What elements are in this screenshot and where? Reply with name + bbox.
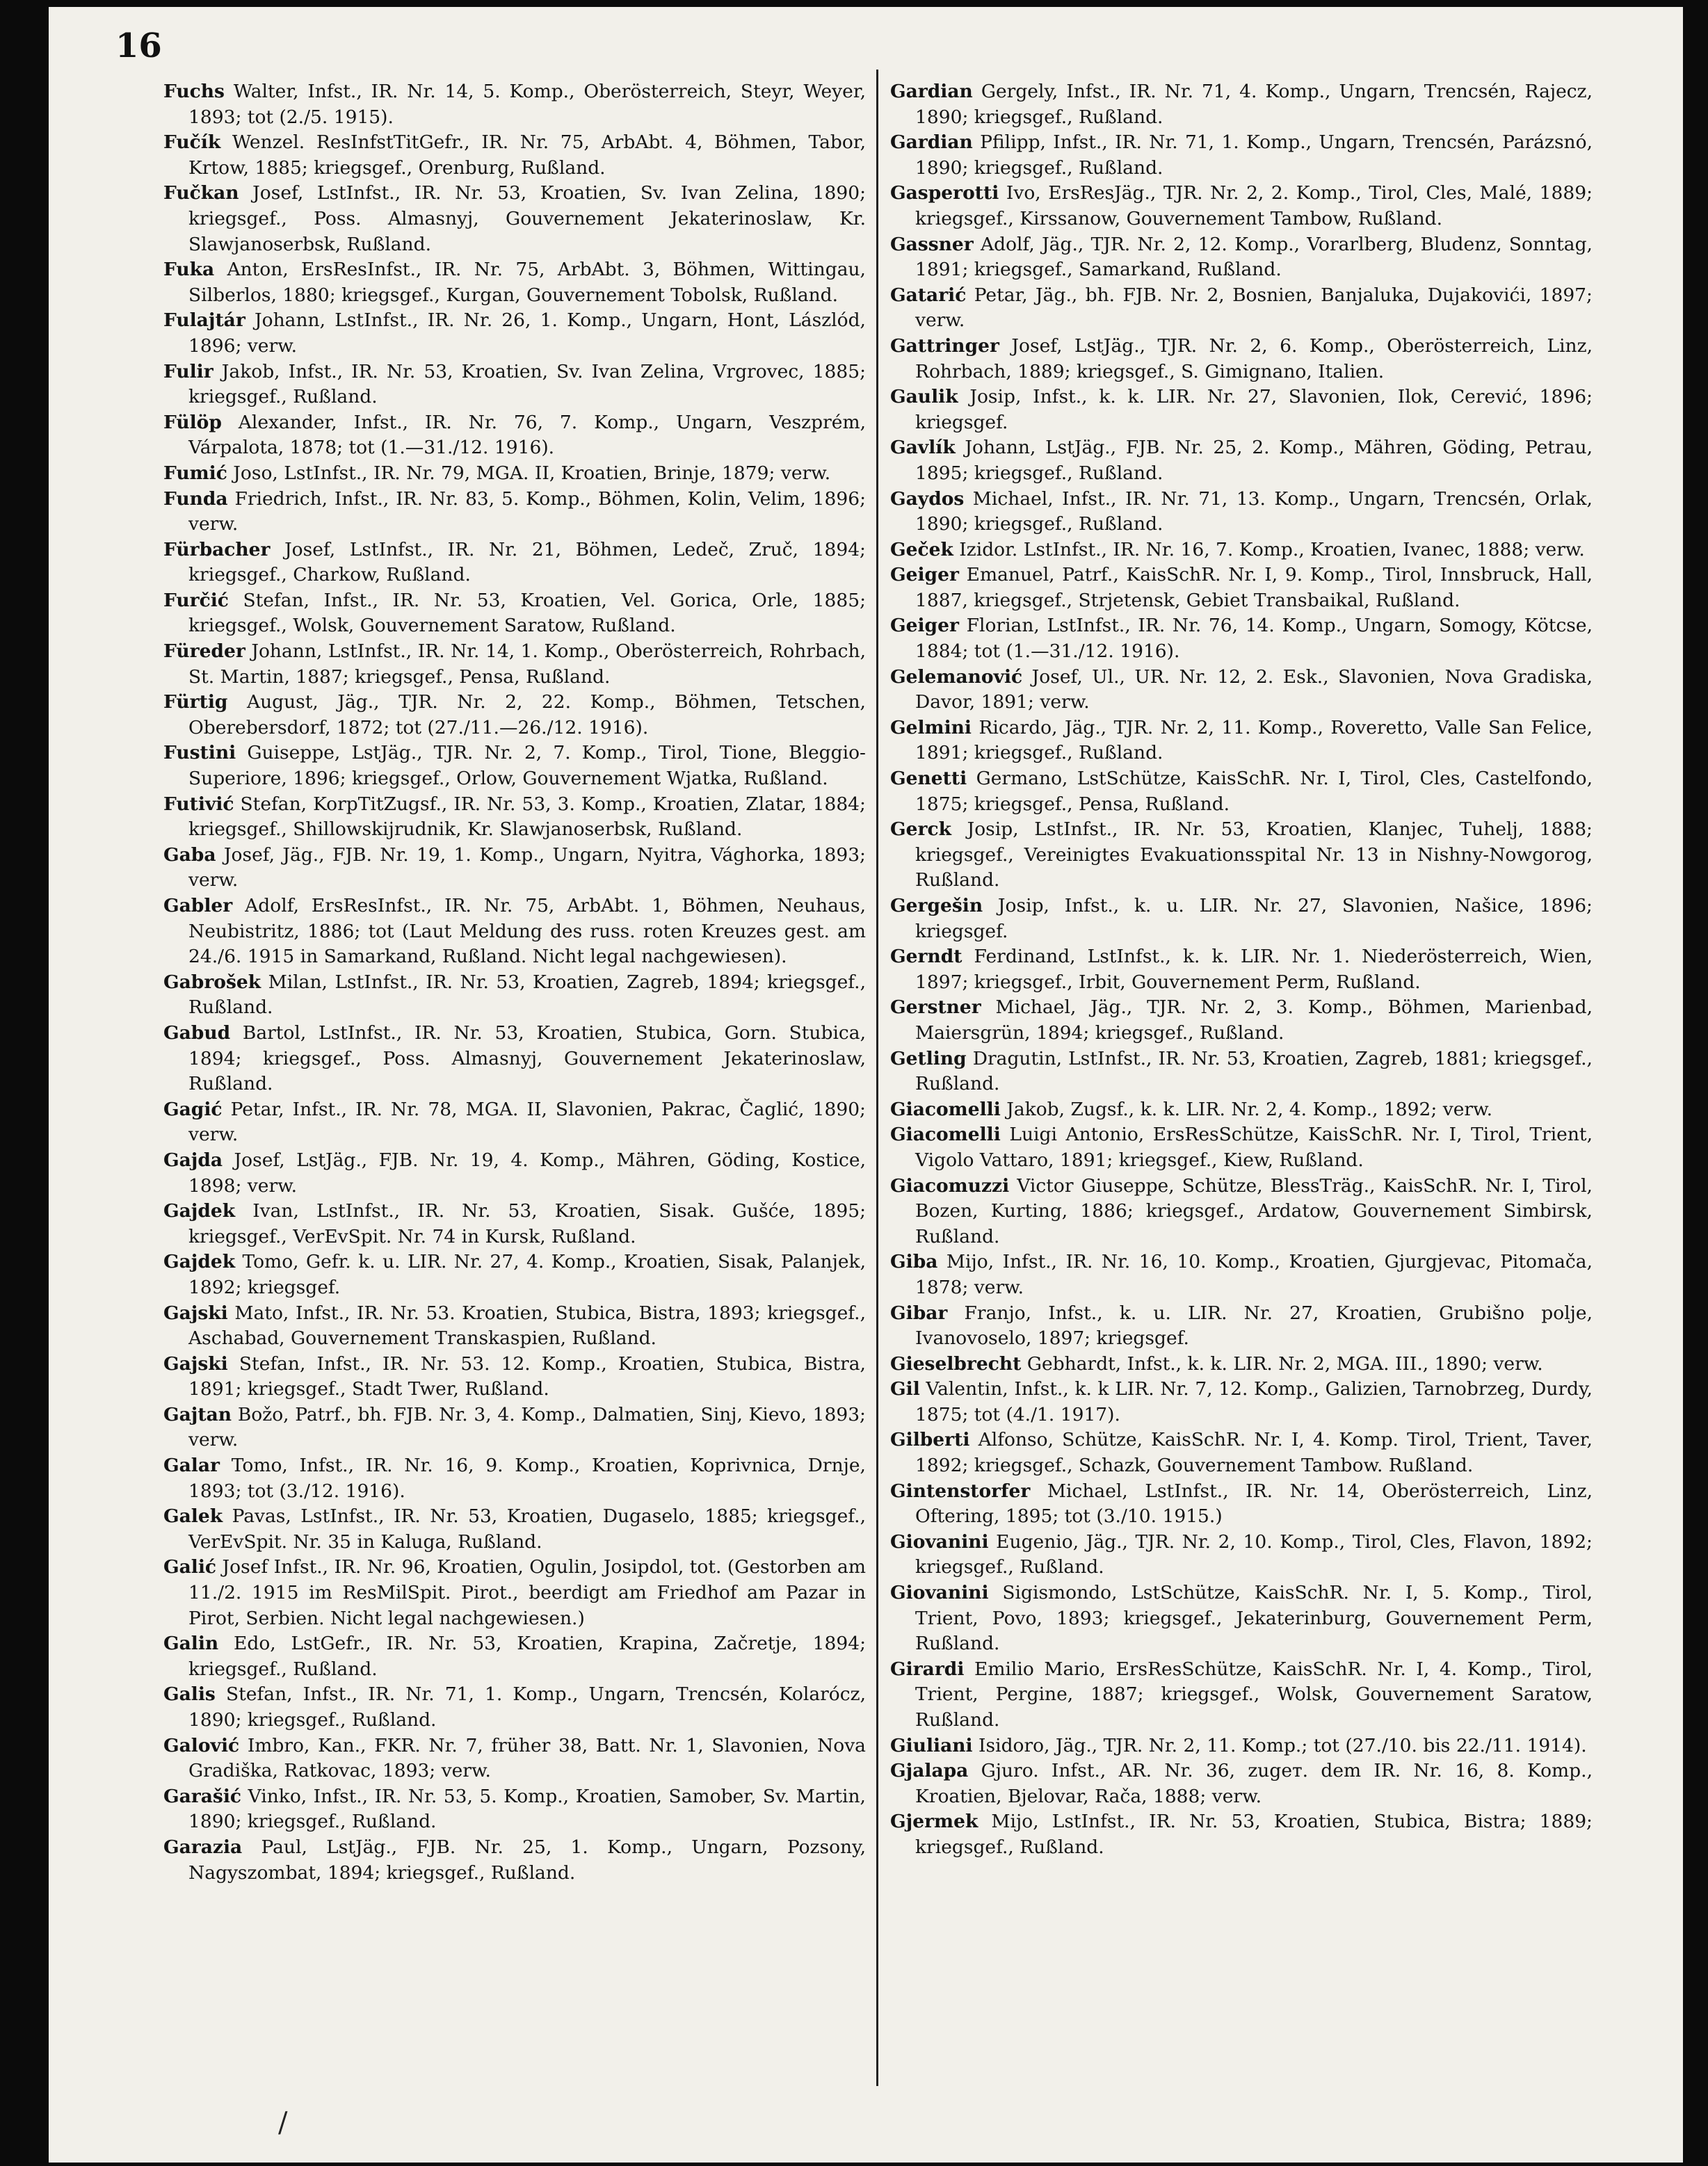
list-item: Fuchs Walter, Infst., IR. Nr. 14, 5. Komp., Oberösterreich, Steyr, Weyer, 1893; tot (2./5. 1915).: [163, 81, 866, 128]
list-item: Gajda Josef, LstJäg., FJB. Nr. 19, 4. Komp., Mähren, Göding, Kostice, 1898; verw.: [163, 1149, 866, 1197]
list-item: Fučík Wenzel. ResInfstTitGefr., IR. Nr. 75, ArbAbt. 4, Böhmen, Tabor, Krtow, 1885; kriegsgef., Orenburg, Rußland.: [163, 131, 866, 179]
list-item: Gajdek Tomo, Gefr. k. u. LIR. Nr. 27, 4. Komp., Kroatien, Sisak, Palanjek, 1892; kriegsgef.: [163, 1251, 866, 1298]
list-item: Gatarić Petar, Jäg., bh. FJB. Nr. 2, Bosnien, Banjaluka, Dujakovići, 1897; verw.: [890, 284, 1593, 332]
list-item: Giacomelli Jakob, Zugsf., k. k. LIR. Nr. 2, 4. Komp., 1892; verw.: [890, 1098, 1493, 1120]
list-item: Gaulik Josip, Infst., k. k. LIR. Nr. 27, Slavonien, Ilok, Cerević, 1896; kriegsgef.: [890, 386, 1593, 433]
list-item: Geiger Florian, LstInfst., IR. Nr. 76, 14. Komp., Ungarn, Somogy, Kötcse, 1884; tot (1.—31./12. 1916).: [890, 615, 1593, 663]
list-item: Genetti Germano, LstSchütze, KaisSchR. Nr. I, Tirol, Cles, Castelfondo, 1875; kriegsgef., Pensa, Rußland.: [890, 768, 1593, 815]
list-item: Fülöp Alexander, Infst., IR. Nr. 76, 7. Komp., Ungarn, Veszprém, Várpalota, 1878; tot (1.—31./12. 1916).: [163, 411, 866, 459]
list-item: Garazia Paul, LstJäg., FJB. Nr. 25, 1. Komp., Ungarn, Pozsony, Nagyszombat, 1894; kriegsgef., Rußland.: [163, 1836, 866, 1884]
list-item: Galek Pavas, LstInfst., IR. Nr. 53, Kroatien, Dugaselo, 1885; kriegsgef., VerEvSpit. Nr. 35 in Kaluga, Rußland.: [163, 1505, 866, 1553]
list-item: Fumić Joso, LstInfst., IR. Nr. 79, MGA. II, Kroatien, Brinje, 1879; verw.: [163, 462, 831, 484]
list-item: Giba Mijo, Infst., IR. Nr. 16, 10. Komp., Kroatien, Gjurgjevac, Pitomača, 1878; verw.: [890, 1251, 1593, 1298]
list-item: Gintenstorfer Michael, LstInfst., IR. Nr. 14, Oberösterreich, Linz, Oftering, 1895; tot (3./10. 1915.): [890, 1480, 1593, 1528]
list-item: Geček Izidor. LstInfst., IR. Nr. 16, 7. Komp., Kroatien, Ivanec, 1888; verw.: [890, 538, 1585, 560]
column-divider: [876, 70, 878, 2086]
list-item: Giuliani Isidoro, Jäg., TJR. Nr. 2, 11. Komp.; tot (27./10. bis 22./11. 1914).: [890, 1734, 1587, 1756]
list-item: Fürbacher Josef, LstInfst., IR. Nr. 21, Böhmen, Ledeč, Zruč, 1894; kriegsgef., Charkow, Rußland.: [163, 538, 866, 586]
list-item: Giovanini Eugenio, Jäg., TJR. Nr. 2, 10. Komp., Tirol, Cles, Flavon, 1892; kriegsgef., Rußland.: [890, 1530, 1593, 1578]
list-item: Furčić Stefan, Infst., IR. Nr. 53, Kroatien, Vel. Gorica, Orle, 1885; kriegsgef., Wolsk, Gouvernement Saratow, Rußland.: [163, 589, 866, 637]
list-item: Galis Stefan, Infst., IR. Nr. 71, 1. Komp., Ungarn, Trencsén, Kolarócz, 1890; kriegsgef., Rußland.: [163, 1683, 866, 1731]
pencil-stroke-mark: /: [278, 2107, 288, 2139]
list-item: Gattringer Josef, LstJäg., TJR. Nr. 2, 6. Komp., Oberösterreich, Linz, Rohrbach, 1889; kriegsgef., S. Gimignano, Italien.: [890, 334, 1593, 382]
left-column: [163, 79, 866, 1886]
list-item: Gelemanović Josef, Ul., UR. Nr. 12, 2. Esk., Slavonien, Nova Gradiska, Davor, 1891; verw.: [890, 665, 1593, 713]
list-item: Gilberti Alfonso, Schütze, KaisSchR. Nr. I, 4. Komp. Tirol, Trient, Taver, 1892; kriegsgef., Schazk, Gouvernement Tambow. Rußland.: [890, 1429, 1593, 1477]
list-item: Gavlík Johann, LstJäg., FJB. Nr. 25, 2. Komp., Mähren, Göding, Petrau, 1895; kriegsgef., Rußland.: [890, 437, 1593, 484]
list-item: Gerck Josip, LstInfst., IR. Nr. 53, Kroatien, Klanjec, Tuhelj, 1888; kriegsgef., Vereinigtes Evakuationsspital Nr. 13 in Nishny-Nowgorog, Rußland.: [890, 818, 1593, 891]
list-item: Gjermek Mijo, LstInfst., IR. Nr. 53, Kroatien, Stubica, Bistra; 1889; kriegsgef., Rußland.: [890, 1811, 1593, 1858]
list-item: Fulajtár Johann, LstInfst., IR. Nr. 26, 1. Komp., Ungarn, Hont, Lászlód, 1896; verw.: [163, 309, 866, 357]
list-item: Giacomuzzi Victor Giuseppe, Schütze, BlessTräg., KaisSchR. Nr. I, Tirol, Bozen, Kurting, 1886; kriegsgef., Ardatow, Gouvernement Simbirsk, Rußland.: [890, 1174, 1593, 1247]
list-item: Gabrošek Milan, LstInfst., IR. Nr. 53, Kroatien, Zagreb, 1894; kriegsgef., Rußland.: [163, 971, 866, 1019]
list-item: Giacomelli Luigi Antonio, ErsResSchütze, KaisSchR. Nr. I, Tirol, Trient, Vigolo Vattaro, 1891; kriegsgef., Kiew, Rußland.: [890, 1124, 1593, 1171]
list-item: Gardian Pfilipp, Infst., IR. Nr. 71, 1. Komp., Ungarn, Trencsén, Parázsnó, 1890; kriegsgef., Rußland.: [890, 131, 1593, 179]
list-item: Galin Edo, LstGefr., IR. Nr. 53, Kroatien, Krapina, Začretje, 1894; kriegsgef., Rußland.: [163, 1633, 866, 1680]
right-column: [890, 79, 1593, 1861]
list-item: Füreder Johann, LstInfst., IR. Nr. 14, 1. Komp., Oberösterreich, Rohrbach, St. Martin, 1887; kriegsgef., Pensa, Rußland.: [163, 640, 866, 688]
list-item: Fustini Guiseppe, LstJäg., TJR. Nr. 2, 7. Komp., Tirol, Tione, Bleggio-Superiore, 1896; kriegsgef., Orlow, Gouvernement Wjatka, Rußland.: [163, 742, 866, 790]
list-item: Gerstner Michael, Jäg., TJR. Nr. 2, 3. Komp., Böhmen, Marienbad, Maiersgrün, 1894; kriegsgef., Rußland.: [890, 996, 1593, 1044]
list-item: Galović Imbro, Kan., FKR. Nr. 7, früher 38, Batt. Nr. 1, Slavonien, Nova Gradiška, Ratkovac, 1893; verw.: [163, 1734, 866, 1782]
list-item: Garašić Vinko, Infst., IR. Nr. 53, 5. Komp., Kroatien, Samober, Sv. Martin, 1890; kriegsgef., Rußland.: [163, 1785, 866, 1833]
page-number: 16: [115, 26, 162, 65]
list-item: Gibar Franjo, Infst., k. u. LIR. Nr. 27, Kroatien, Grubišno polje, Ivanovoselo, 1897; kriegsgef.: [890, 1302, 1593, 1350]
list-item: Gil Valentin, Infst., k. k LIR. Nr. 7, 12. Komp., Galizien, Tarnobrzeg, Durdy, 1875; tot (4./1. 1917).: [890, 1378, 1593, 1425]
list-item: Gelmini Ricardo, Jäg., TJR. Nr. 2, 11. Komp., Roveretto, Valle San Felice, 1891; kriegsgef., Rußland.: [890, 716, 1593, 764]
list-item: Gasperotti Ivo, ErsResJäg., TJR. Nr. 2, 2. Komp., Tirol, Cles, Malé, 1889; kriegsgef., Kirssanow, Gouvernement Tambow, Rußland.: [890, 182, 1593, 229]
list-item: Gergešin Josip, Infst., k. u. LIR. Nr. 27, Slavonien, Našice, 1896; kriegsgef.: [890, 895, 1593, 942]
list-item: Gjalapa Gjuro. Infst., AR. Nr. 36, zugет. dem IR. Nr. 16, 8. Komp., Kroatien, Bjelovar, Rača, 1888; verw.: [890, 1760, 1593, 1807]
list-item: Gajski Mato, Infst., IR. Nr. 53. Kroatien, Stubica, Bistra, 1893; kriegsgef., Aschabad, Gouvernement Transkaspien, Rußland.: [163, 1302, 866, 1350]
list-item: Gaba Josef, Jäg., FJB. Nr. 19, 1. Komp., Ungarn, Nyitra, Vághorka, 1893; verw.: [163, 843, 866, 891]
list-item: Gabud Bartol, LstInfst., IR. Nr. 53, Kroatien, Stubica, Gorn. Stubica, 1894; kriegsgef., Poss. Almasnyj, Gouvernement Jekaterinoslaw, Rußland.: [163, 1021, 866, 1095]
list-item: Funda Friedrich, Infst., IR. Nr. 83, 5. Komp., Böhmen, Kolin, Velim, 1896; verw.: [163, 487, 866, 535]
list-item: Girardi Emilio Mario, ErsResSchütze, KaisSchR. Nr. I, 4. Komp., Tirol, Trient, Pergine, 1887; kriegsgef., Wolsk, Gouvernement Saratow, Rußland.: [890, 1658, 1593, 1731]
list-item: Gassner Adolf, Jäg., TJR. Nr. 2, 12. Komp., Vorarlberg, Bludenz, Sonntag, 1891; kriegsgef., Samarkand, Rußland.: [890, 233, 1593, 281]
list-item: Gieselbrecht Gebhardt, Infst., k. k. LIR. Nr. 2, MGA. III., 1890; verw.: [890, 1352, 1543, 1375]
list-item: Gajtan Božo, Patrf., bh. FJB. Nr. 3, 4. Komp., Dalmatien, Sinj, Kievo, 1893; verw.: [163, 1403, 866, 1451]
list-item: Gardian Gergely, Infst., IR. Nr. 71, 4. Komp., Ungarn, Trencsén, Rajecz, 1890; kriegsgef., Rußland.: [890, 81, 1593, 128]
list-item: Gabler Adolf, ErsResInfst., IR. Nr. 75, ArbAbt. 1, Böhmen, Neuhaus, Neubistritz, 1886; tot (Laut Meldung des russ. roten Kreuzes gest. am 24./6. 1915 in Samarkand, Rußland. Nicht legal nachgewiesen).: [163, 895, 866, 968]
list-item: Geiger Emanuel, Patrf., KaisSchR. Nr. I, 9. Komp., Tirol, Innsbruck, Hall, 1887, kriegsgef., Strjetensk, Gebiet Transbaikal, Rußland.: [890, 564, 1593, 611]
list-item: Gajski Stefan, Infst., IR. Nr. 53. 12. Komp., Kroatien, Stubica, Bistra, 1891; kriegsgef., Stadt Twer, Rußland.: [163, 1352, 866, 1400]
list-item: Gerndt Ferdinand, LstInfst., k. k. LIR. Nr. 1. Niederösterreich, Wien, 1897; kriegsgef., Irbit, Gouvernement Perm, Rußland.: [890, 946, 1593, 993]
list-item: Fürtig August, Jäg., TJR. Nr. 2, 22. Komp., Böhmen, Tetschen, Oberebersdorf, 1872; tot (27./11.—26./12. 1916).: [163, 691, 866, 738]
list-item: Futivić Stefan, KorpTitZugsf., IR. Nr. 53, 3. Komp., Kroatien, Zlatar, 1884; kriegsgef., Shillowskijrudnik, Kr. Slawjanoserbsk, Rußland.: [163, 793, 866, 841]
list-item: Galar Tomo, Infst., IR. Nr. 16, 9. Komp., Kroatien, Koprivnica, Drnje, 1893; tot (3./12. 1916).: [163, 1455, 866, 1502]
list-item: Gagić Petar, Infst., IR. Nr. 78, MGA. II, Slavonien, Pakrac, Čaglić, 1890; verw.: [163, 1098, 866, 1146]
list-item: Gajdek Ivan, LstInfst., IR. Nr. 53, Kroatien, Sisak. Gušće, 1895; kriegsgef., VerEvSpit. Nr. 74 in Kursk, Rußland.: [163, 1200, 866, 1247]
list-item: Fuka Anton, ErsResInfst., IR. Nr. 75, ArbAbt. 3, Böhmen, Wittingau, Silberlos, 1880; kriegsgef., Kurgan, Gouvernement Tobolsk, Rußland.: [163, 259, 866, 306]
list-item: Fulir Jakob, Infst., IR. Nr. 53, Kroatien, Sv. Ivan Zelina, Vrgrovec, 1885; kriegsgef., Rußland.: [163, 360, 866, 408]
list-item: Fučkan Josef, LstInfst., IR. Nr. 53, Kroatien, Sv. Ivan Zelina, 1890; kriegsgef., Poss. Almasnyj, Gouvernement Jekaterinoslaw, Kr. Slawjanoserbsk, Rußland.: [163, 182, 866, 255]
list-item: Giovanini Sigismondo, LstSchütze, KaisSchR. Nr. I, 5. Komp., Tirol, Trient, Povo, 1893; kriegsgef., Jekaterinburg, Gouvernement Perm, Rußland.: [890, 1582, 1593, 1655]
list-item: Getling Dragutin, LstInfst., IR. Nr. 53, Kroatien, Zagreb, 1881; kriegsgef., Rußland.: [890, 1047, 1593, 1095]
list-item: Gaydos Michael, Infst., IR. Nr. 71, 13. Komp., Ungarn, Trencsén, Orlak, 1890; kriegsgef., Rußland.: [890, 487, 1593, 535]
list-item: Galić Josef Infst., IR. Nr. 96, Kroatien, Ogulin, Josipdol, tot. (Gestorben am 11./2. 1915 im ResMilSpit. Pirot., beerdigt am Friedhof am Pazar in Pirot, Serbien. Nicht legal nachgewiesen.): [163, 1556, 866, 1629]
document-page: [49, 7, 1683, 2163]
